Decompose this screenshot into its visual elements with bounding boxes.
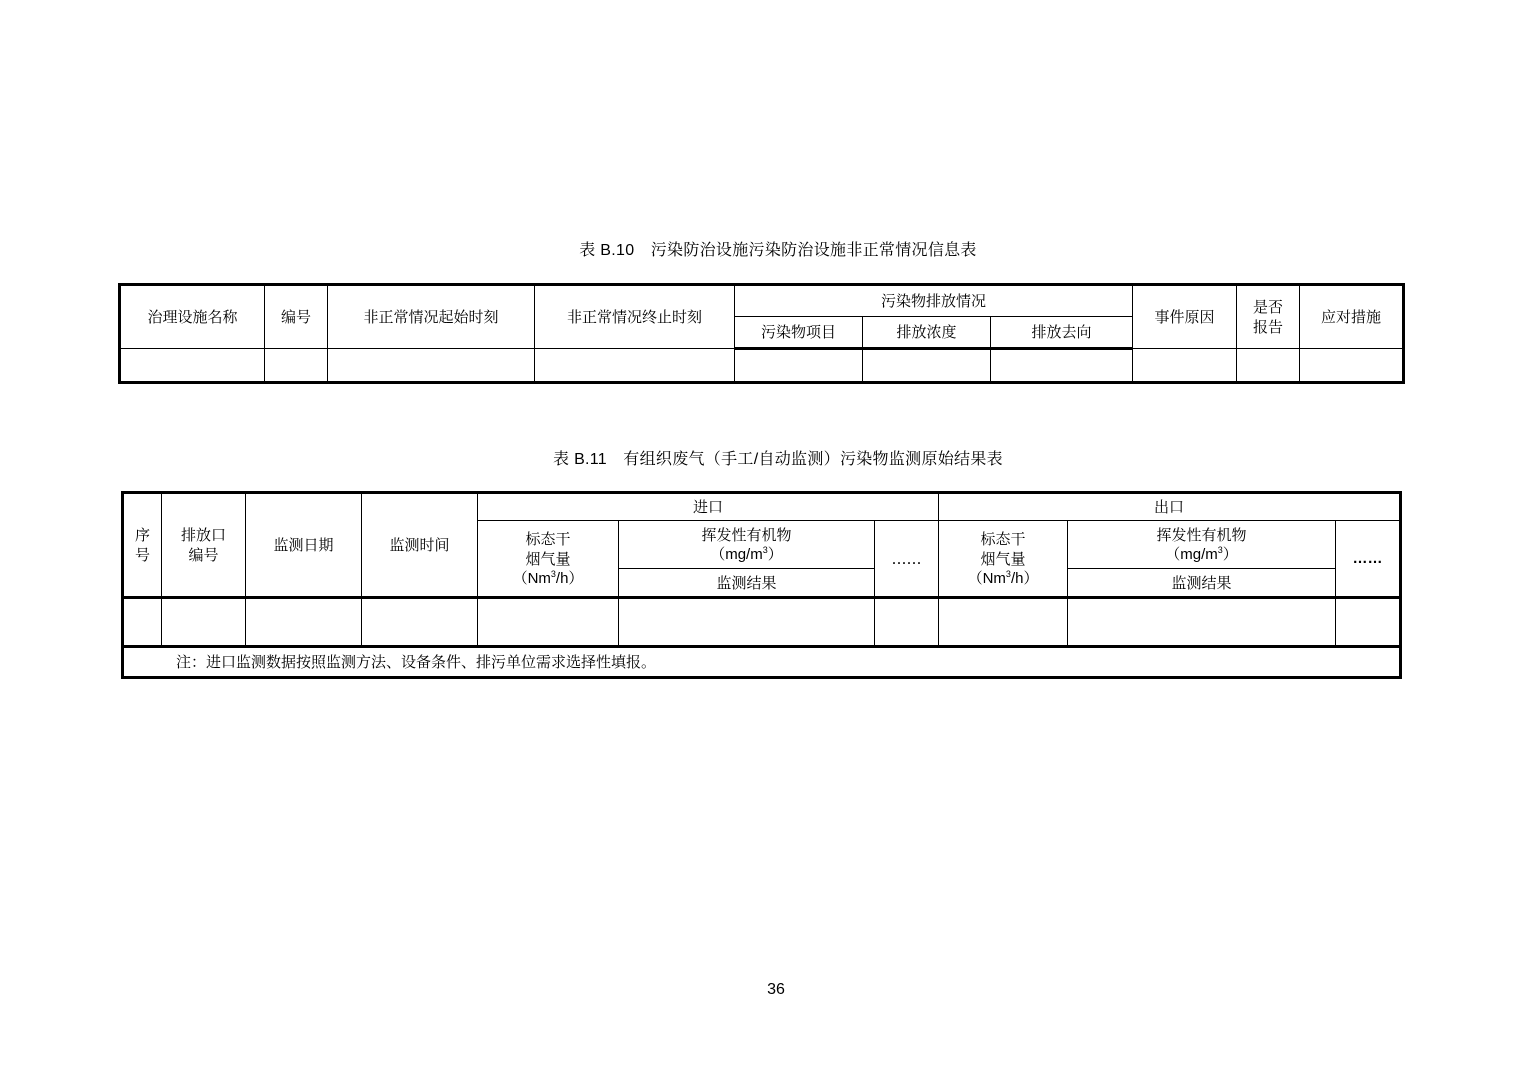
- header-inlet-std-dry-flue-gas: [478, 521, 619, 598]
- table-b11: [121, 491, 1402, 679]
- table-row: [120, 349, 1404, 383]
- header-outlet-monitor-result: 监测结果: [1068, 569, 1336, 598]
- header-pollutant-item: 污染物项目: [735, 317, 863, 349]
- table-cell[interactable]: [123, 598, 162, 647]
- table-cell[interactable]: [939, 598, 1068, 647]
- header-inlet-ellipsis: ……: [875, 521, 939, 598]
- unit-post: ）: [767, 545, 783, 563]
- table-cell[interactable]: [265, 349, 328, 383]
- header-reported-line2: 报告: [1253, 318, 1284, 336]
- header-outlet-number-line1: 排放口: [180, 526, 226, 544]
- header-outlet-number-line2: 编号: [188, 546, 219, 564]
- table-b11-caption: 表 B.11 有组织废气（手工/自动监测）污染物监测原始结果表: [553, 451, 1003, 468]
- table-cell[interactable]: [535, 349, 735, 383]
- unit-pre: （mg/m: [710, 545, 763, 563]
- table-row: [123, 598, 1401, 647]
- header-inlet-voc: [619, 521, 875, 569]
- header-event-cause: 事件原因: [1133, 285, 1237, 349]
- header-reported-line1: 是否: [1253, 298, 1284, 316]
- voc-unit: [619, 545, 874, 565]
- std-dry-unit: [939, 569, 1067, 589]
- header-monitor-date: 监测日期: [246, 493, 362, 598]
- header-reported: [1237, 285, 1300, 349]
- unit-pre: （Nm: [512, 569, 551, 587]
- std-dry-line2: 烟气量: [980, 549, 1026, 568]
- table-cell[interactable]: [362, 598, 478, 647]
- unit-post: ）: [1222, 545, 1238, 563]
- table-b10: [118, 283, 1405, 384]
- unit-pre: （mg/m: [1165, 545, 1218, 563]
- table-cell[interactable]: [619, 598, 875, 647]
- std-dry-line1: 标态干: [525, 529, 571, 548]
- unit-sup: 3: [1217, 544, 1223, 555]
- table-note: 注：进口监测数据按照监测方法、设备条件、排污单位需求选择性填报。: [123, 647, 1401, 678]
- table-cell[interactable]: [1068, 598, 1336, 647]
- table-cell[interactable]: [863, 349, 991, 383]
- table-cell[interactable]: [1300, 349, 1404, 383]
- header-seq-line1: 序: [134, 526, 150, 544]
- header-seq-line2: 号: [134, 546, 150, 564]
- header-concentration: 排放浓度: [863, 317, 991, 349]
- table-cell[interactable]: [162, 598, 246, 647]
- std-dry-line1: 标态干: [980, 529, 1026, 548]
- header-outlet-voc: [1068, 521, 1336, 569]
- voc-name: 挥发性有机物: [1156, 525, 1247, 544]
- unit-post: /h）: [1010, 569, 1039, 587]
- table-cell[interactable]: [735, 349, 863, 383]
- header-start-time: 非正常情况起始时刻: [328, 285, 535, 349]
- header-number: 编号: [265, 285, 328, 349]
- header-outlet-std-dry-flue-gas: [939, 521, 1068, 598]
- table-cell[interactable]: [991, 349, 1133, 383]
- header-outlet-number: [162, 493, 246, 598]
- unit-sup: 3: [550, 568, 556, 579]
- table-cell[interactable]: [246, 598, 362, 647]
- table-cell[interactable]: [875, 598, 939, 647]
- table-cell[interactable]: [1237, 349, 1300, 383]
- table-cell[interactable]: [120, 349, 265, 383]
- header-measures: 应对措施: [1300, 285, 1404, 349]
- header-destination: 排放去向: [991, 317, 1133, 349]
- std-dry-line2: 烟气量: [525, 549, 571, 568]
- page-number: 36: [767, 981, 785, 998]
- header-inlet-monitor-result: 监测结果: [619, 569, 875, 598]
- header-seq: [123, 493, 162, 598]
- table-cell[interactable]: [328, 349, 535, 383]
- std-dry-unit: [478, 569, 618, 589]
- voc-unit: [1068, 545, 1335, 565]
- header-inlet: 进口: [478, 493, 939, 521]
- header-end-time: 非正常情况终止时刻: [535, 285, 735, 349]
- table-cell[interactable]: [478, 598, 619, 647]
- header-outlet: 出口: [939, 493, 1401, 521]
- header-outlet-ellipsis: ……: [1336, 521, 1401, 598]
- header-monitor-time: 监测时间: [362, 493, 478, 598]
- unit-post: /h）: [555, 569, 584, 587]
- unit-sup: 3: [762, 544, 768, 555]
- table-cell[interactable]: [1336, 598, 1401, 647]
- voc-name: 挥发性有机物: [701, 525, 792, 544]
- header-facility-name: 治理设施名称: [120, 285, 265, 349]
- table-b10-caption: 表 B.10 污染防治设施污染防治设施非正常情况信息表: [579, 242, 977, 259]
- table-cell[interactable]: [1133, 349, 1237, 383]
- unit-sup: 3: [1005, 568, 1011, 579]
- header-discharge-group: 污染物排放情况: [735, 285, 1133, 317]
- unit-pre: （Nm: [967, 569, 1006, 587]
